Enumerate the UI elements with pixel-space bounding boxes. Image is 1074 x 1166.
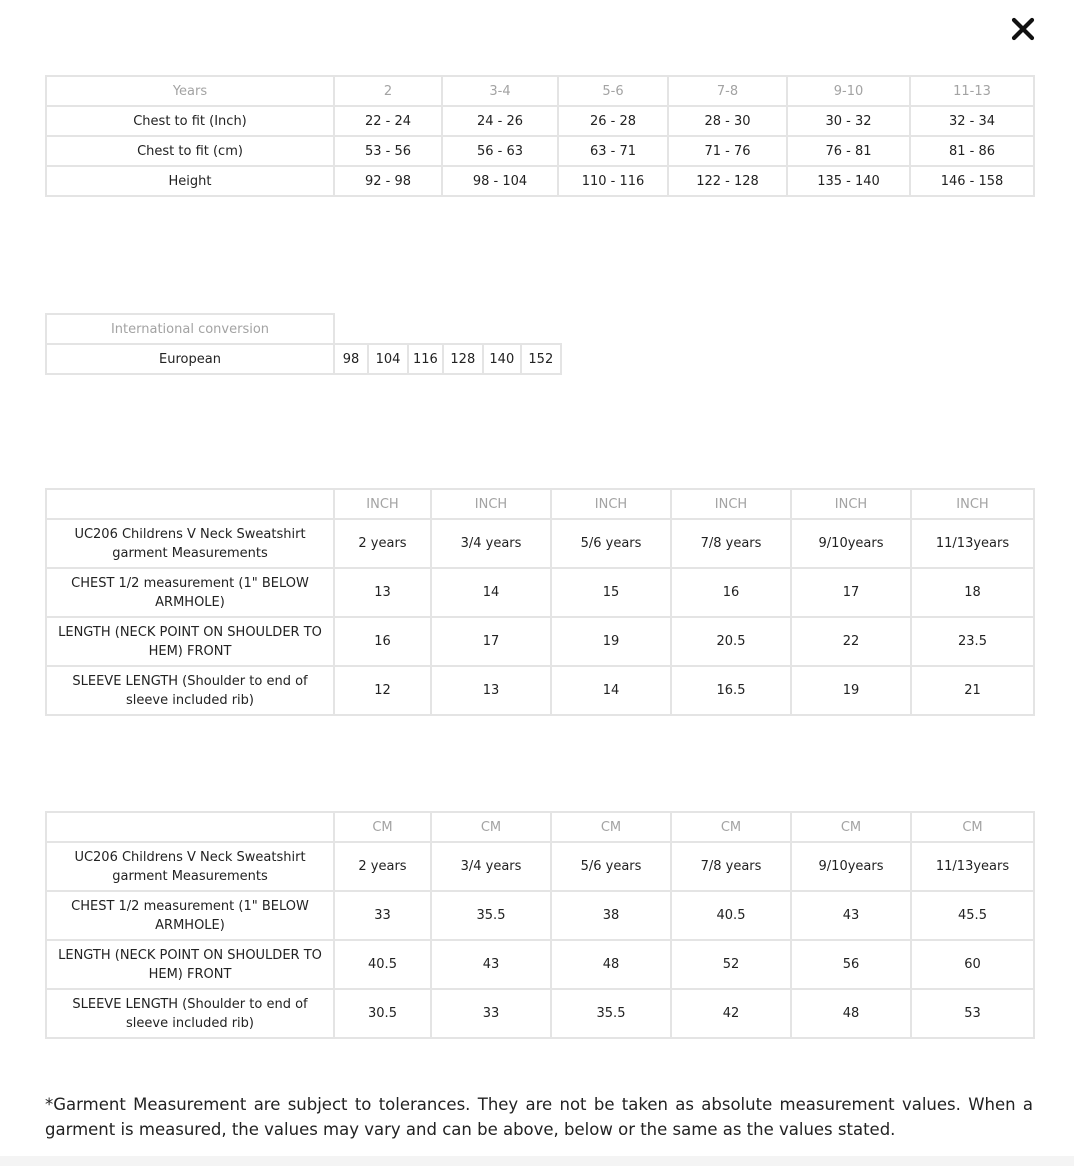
table-cell: 19 — [791, 666, 911, 715]
table-cell: 30.5 — [334, 989, 431, 1038]
row-label: SLEEVE LENGTH (Shoulder to end of sleeve included rib) — [46, 666, 334, 715]
table-cell: 23.5 — [911, 617, 1034, 666]
table-row — [46, 519, 1034, 568]
row-label: Height — [46, 166, 334, 196]
row-label: European — [46, 344, 334, 374]
size-chart-table — [45, 75, 1035, 197]
table-row — [46, 136, 1034, 166]
table-cell: 33 — [334, 891, 431, 940]
table-cell: 56 - 63 — [442, 136, 558, 166]
header-cell — [46, 489, 334, 519]
table-cell: 3/4 years — [431, 519, 551, 568]
header-cell: INCH — [334, 489, 431, 519]
table-cell: 40.5 — [671, 891, 791, 940]
table-cell: 52 — [671, 940, 791, 989]
header-cell: INCH — [671, 489, 791, 519]
table-cell: 5/6 years — [551, 842, 671, 891]
header-cell: 5-6 — [558, 76, 668, 106]
table-cell: 33 — [431, 989, 551, 1038]
table-cell: 2 years — [334, 519, 431, 568]
header-cell: Years — [46, 76, 334, 106]
table-header-row — [46, 76, 1034, 106]
table-cell: 42 — [671, 989, 791, 1038]
row-label: CHEST 1/2 measurement (1" BELOW ARMHOLE) — [46, 568, 334, 617]
table-cell: 60 — [911, 940, 1034, 989]
header-cell: CM — [551, 812, 671, 842]
table-cell: 13 — [334, 568, 431, 617]
table-cell: 16 — [671, 568, 791, 617]
row-label: LENGTH (NECK POINT ON SHOULDER TO HEM) FRONT — [46, 940, 334, 989]
table-cell: 12 — [334, 666, 431, 715]
table-cell: 22 - 24 — [334, 106, 442, 136]
header-cell: INCH — [791, 489, 911, 519]
table-row — [46, 617, 1034, 666]
table-header-row — [46, 812, 1034, 842]
table-cell: 5/6 years — [551, 519, 671, 568]
header-cell: INCH — [551, 489, 671, 519]
row-label: UC206 Childrens V Neck Sweatshirt garment Measurements — [46, 842, 334, 891]
table-cell: 14 — [431, 568, 551, 617]
table-row — [46, 106, 1034, 136]
table-cell: 17 — [791, 568, 911, 617]
table-cell: 26 - 28 — [558, 106, 668, 136]
header-cell: 9-10 — [787, 76, 910, 106]
table-cell: 98 - 104 — [442, 166, 558, 196]
table-cell: 135 - 140 — [787, 166, 910, 196]
table-row — [46, 989, 1034, 1038]
row-label: Chest to fit (Inch) — [46, 106, 334, 136]
bottom-strip — [0, 1156, 1074, 1166]
table-cell: 18 — [911, 568, 1034, 617]
header-cell: CM — [671, 812, 791, 842]
table-cell: 43 — [791, 891, 911, 940]
table-cell: 3/4 years — [431, 842, 551, 891]
table-cell: 35.5 — [431, 891, 551, 940]
table-cell: 9/10years — [791, 842, 911, 891]
table-cell: 104 — [368, 344, 408, 374]
table-cell: 116 — [408, 344, 443, 374]
table-cell: 24 - 26 — [442, 106, 558, 136]
header-cell: CM — [431, 812, 551, 842]
table-cell: 122 - 128 — [668, 166, 787, 196]
close-button[interactable] — [1009, 15, 1037, 43]
header-cell: 11-13 — [910, 76, 1034, 106]
row-label: LENGTH (NECK POINT ON SHOULDER TO HEM) FRONT — [46, 617, 334, 666]
table-header-row — [46, 314, 561, 344]
table-cell: 76 - 81 — [787, 136, 910, 166]
table-cell: 19 — [551, 617, 671, 666]
table-cell: 140 — [483, 344, 521, 374]
table-cell: 92 - 98 — [334, 166, 442, 196]
table-cell: 30 - 32 — [787, 106, 910, 136]
table-cell: 98 — [334, 344, 368, 374]
header-cell — [46, 812, 334, 842]
empty-cell — [334, 314, 561, 344]
header-cell: 2 — [334, 76, 442, 106]
table-cell: 56 — [791, 940, 911, 989]
header-cell: International conversion — [46, 314, 334, 344]
table-cell: 81 - 86 — [910, 136, 1034, 166]
table-cell: 2 years — [334, 842, 431, 891]
table-header-row — [46, 489, 1034, 519]
table-cell: 7/8 years — [671, 842, 791, 891]
header-cell: 3-4 — [442, 76, 558, 106]
tolerance-note: *Garment Measurement are subject to tolerances. They are not be taken as absolute measurement values. When a garment is measured, the values may vary and can be above, below or the same as the values stated. — [45, 1095, 1033, 1139]
table-cell: 43 — [431, 940, 551, 989]
table-cell: 20.5 — [671, 617, 791, 666]
table-cell: 32 - 34 — [910, 106, 1034, 136]
table-cell: 16 — [334, 617, 431, 666]
table-cell: 146 - 158 — [910, 166, 1034, 196]
header-cell: INCH — [431, 489, 551, 519]
table-cell: 9/10years — [791, 519, 911, 568]
table-cell: 63 - 71 — [558, 136, 668, 166]
table-cell: 53 — [911, 989, 1034, 1038]
table-cell: 11/13years — [911, 842, 1034, 891]
table-cell: 128 — [443, 344, 483, 374]
cm-measurements-table — [45, 811, 1035, 1039]
header-cell: INCH — [911, 489, 1034, 519]
international-conversion-table — [45, 313, 562, 375]
table-row — [46, 842, 1034, 891]
table-cell: 7/8 years — [671, 519, 791, 568]
table-cell: 13 — [431, 666, 551, 715]
header-cell: CM — [334, 812, 431, 842]
table-cell: 28 - 30 — [668, 106, 787, 136]
row-label: CHEST 1/2 measurement (1" BELOW ARMHOLE) — [46, 891, 334, 940]
table-row — [46, 891, 1034, 940]
table-row — [46, 344, 561, 374]
table-cell: 48 — [791, 989, 911, 1038]
table-cell: 38 — [551, 891, 671, 940]
table-cell: 152 — [521, 344, 561, 374]
table-row — [46, 940, 1034, 989]
table-row — [46, 568, 1034, 617]
table-cell: 48 — [551, 940, 671, 989]
header-cell: CM — [791, 812, 911, 842]
inch-measurements-table — [45, 488, 1035, 716]
table-cell: 22 — [791, 617, 911, 666]
table-row — [46, 666, 1034, 715]
table-cell: 16.5 — [671, 666, 791, 715]
table-cell: 14 — [551, 666, 671, 715]
close-icon — [1009, 15, 1037, 43]
table-cell: 40.5 — [334, 940, 431, 989]
table-cell: 45.5 — [911, 891, 1034, 940]
table-cell: 35.5 — [551, 989, 671, 1038]
table-cell: 53 - 56 — [334, 136, 442, 166]
table-cell: 11/13years — [911, 519, 1034, 568]
table-cell: 17 — [431, 617, 551, 666]
header-cell: CM — [911, 812, 1034, 842]
table-cell: 110 - 116 — [558, 166, 668, 196]
header-cell: 7-8 — [668, 76, 787, 106]
row-label: UC206 Childrens V Neck Sweatshirt garment Measurements — [46, 519, 334, 568]
table-cell: 21 — [911, 666, 1034, 715]
table-row — [46, 166, 1034, 196]
table-cell: 71 - 76 — [668, 136, 787, 166]
row-label: SLEEVE LENGTH (Shoulder to end of sleeve included rib) — [46, 989, 334, 1038]
table-cell: 15 — [551, 568, 671, 617]
row-label: Chest to fit (cm) — [46, 136, 334, 166]
